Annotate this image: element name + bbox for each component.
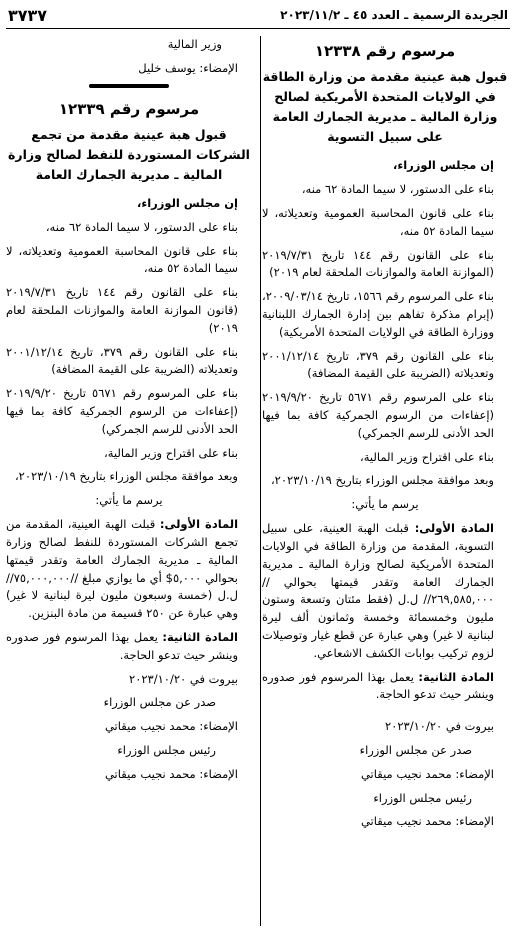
article-2-text: يعمل بهذا المرسوم فور صدوره وينشر حيث تدعو الحاجة. bbox=[262, 669, 494, 702]
decrees-line: يرسم ما يأتي: bbox=[351, 497, 419, 512]
decree-title: مرسوم رقم ١٢٣٣٨ bbox=[314, 42, 456, 60]
council-intro: إن مجلس الوزراء، bbox=[136, 195, 238, 210]
minister-signature: الإمضاء: يوسف خليل bbox=[138, 60, 238, 75]
decree-subtitle: قبول هبة عينية مقدمة من تجمع الشركات المستوردة للنفط لصالح وزارة المالية ـ مديرية الجمارك العامة bbox=[8, 126, 250, 182]
prime-minister-title: رئيس مجلس الوزراء bbox=[373, 790, 472, 805]
column-divider bbox=[260, 36, 261, 926]
place-date: بيروت في ٢٠٢٣/١٠/٢٠ bbox=[385, 719, 494, 734]
page-header bbox=[0, 0, 516, 30]
signature-2: الإمضاء: محمد نجيب ميقاتي bbox=[360, 814, 494, 829]
header-rule bbox=[6, 28, 510, 29]
article-1-text: قبلت الهبة العينية، المقدمة من تجمع الشركات المستوردة للنفط لصالح وزارة المالية ـ مديرية الجمارك العامة وتقدر قيمتها بحوالي ٥,٠٠٠$ أي ما يوازي مبلغ //٧٥,٠٠٠,٠٠٠// ل.ل (خمسة وسبعون مليون ليرة لبنانية لا غير) وهي عبارة عن ٢٥٠ قسيمة من مادة البنزين. bbox=[6, 517, 238, 621]
minister-title: وزير المالية bbox=[167, 37, 222, 51]
clause-4: بناء على المرسوم رقم ١٥٦٦، تاريخ ٢٠٠٩/٠٣/١٤، (إبرام مذكرة تفاهم بين إدارة الجمارك اللبنانية ووزارة الطاقة في الولايات المتحدة الأمريكية) bbox=[262, 289, 494, 339]
prime-minister-title: رئيس مجلس الوزراء bbox=[117, 743, 216, 757]
clause-6: بناء على اقتراح وزير المالية، bbox=[104, 445, 238, 460]
council-intro: إن مجلس الوزراء، bbox=[392, 158, 494, 173]
article-1 bbox=[6, 516, 252, 623]
clause-1: بناء على الدستور، لا سيما المادة ٦٢ منه، bbox=[301, 182, 494, 197]
decree-title: مرسوم رقم ١٢٣٣٩ bbox=[58, 99, 200, 118]
left-column bbox=[6, 36, 252, 790]
clause-8: وبعد موافقة مجلس الوزراء بتاريخ ٢٠٢٣/١٠/١٩، bbox=[270, 473, 494, 488]
section-separator bbox=[89, 84, 169, 88]
right-column bbox=[262, 36, 508, 837]
issued-by: صدر عن مجلس الوزراء bbox=[359, 743, 472, 757]
clause-4: بناء على القانون رقم ٣٧٩، تاريخ ٢٠٠١/١٢/١٤ وتعديلاته (الضريبة على القيمة المضافة) bbox=[6, 344, 238, 377]
clause-2: بناء على قانون المحاسبة العمومية وتعديلاته، لا سيما المادة ٥٢ منه، bbox=[6, 243, 238, 276]
clause-3: بناء على القانون رقم ١٤٤ تاريخ ٢٠١٩/٧/٣١ (الموازنة العامة والموازنات الملحقة لعام ٢٠١٩) bbox=[262, 247, 494, 280]
article-2-text: يعمل بهذا المرسوم فور صدوره وينشر حيث تدعو الحاجة. bbox=[6, 629, 238, 662]
signature-2: الإمضاء: محمد نجيب ميقاتي bbox=[104, 766, 238, 781]
article-2-label: المادة الثانية: bbox=[162, 629, 239, 644]
clause-3: بناء على القانون رقم ١٤٤ تاريخ ٢٠١٩/٧/٣١ (قانون الموازنة العامة والموازنات الملحقة لعام ٢٠١٩) bbox=[6, 285, 238, 335]
clause-6: بناء على المرسوم رقم ٥٦٧١ تاريخ ٢٠١٩/٩/٢٠ (إعفاءات من الرسوم الجمركية كافة بما فيها الحد الأدنى للرسم الجمركي) bbox=[262, 390, 494, 440]
article-1 bbox=[262, 520, 508, 663]
article-1-label: المادة الأولى: bbox=[414, 521, 494, 536]
signature-1: الإمضاء: محمد نجيب ميقاتي bbox=[104, 719, 238, 734]
place-date: بيروت في ٢٠٢٣/١٠/٢٠ bbox=[129, 671, 238, 686]
gazette-title: الجريدة الرسمية ـ العدد ٤٥ ـ ٢٠٢٣/١١/٢ bbox=[280, 8, 508, 22]
issued-by: صدر عن مجلس الوزراء bbox=[103, 695, 216, 710]
page-number: ٣٧٣٧ bbox=[8, 6, 48, 25]
clause-7: بناء على اقتراح وزير المالية، bbox=[360, 449, 494, 464]
decrees-line: يرسم ما يأتي: bbox=[95, 493, 163, 508]
decree-subtitle: قبول هبة عينية مقدمة من وزارة الطاقة في الولايات المتحدة الأمريكية لصالح وزارة المالية ـ مديرية الجمارك العامة على سبيل التسوية bbox=[262, 69, 508, 145]
clause-7: وبعد موافقة مجلس الوزراء بتاريخ ٢٠٢٣/١٠/١٩، bbox=[14, 469, 238, 484]
signature-1: الإمضاء: محمد نجيب ميقاتي bbox=[360, 766, 494, 781]
article-2-label: المادة الثانية: bbox=[418, 669, 495, 684]
clause-2: بناء على قانون المحاسبة العمومية وتعديلاته، لا سيما المادة ٥٢ منه، bbox=[262, 205, 494, 238]
article-1-text: قبلت الهبة العينية، على سبيل التسوية، المقدمة من وزارة الطاقة في الولايات المتحدة الأمريكية لصالح وزارة المالية ـ مديرية الجمارك العامة وتقدر قيمتها بحوالي //٢٦٩,٥٨٥,٠٠٠// ل.ل (فقط مئتان وتسعة وستون مليون وخمسمائة وخمسة وثمانون ألف ليرة لبنانية لا غير) وهي عبارة عن قطع غيار وتوصيلات لزوم تركيب بوابات الكشف الاشعاعي. bbox=[262, 521, 494, 660]
clause-1: بناء على الدستور، لا سيما المادة ٦٢ منه، bbox=[45, 219, 238, 234]
article-2 bbox=[6, 629, 252, 665]
clause-5: بناء على القانون رقم ٣٧٩، تاريخ ٢٠٠١/١٢/١٤ وتعديلاته (الضريبة على القيمة المضافة) bbox=[262, 348, 494, 381]
article-1-label: المادة الأولى: bbox=[159, 517, 239, 532]
clause-5: بناء على المرسوم رقم ٥٦٧١ تاريخ ٢٠١٩/٩/٢٠ (إعفاءات من الرسوم الجمركية كافة بما فيها الحد الأدنى للرسم الجمركي) bbox=[6, 386, 238, 436]
article-2 bbox=[262, 669, 508, 705]
